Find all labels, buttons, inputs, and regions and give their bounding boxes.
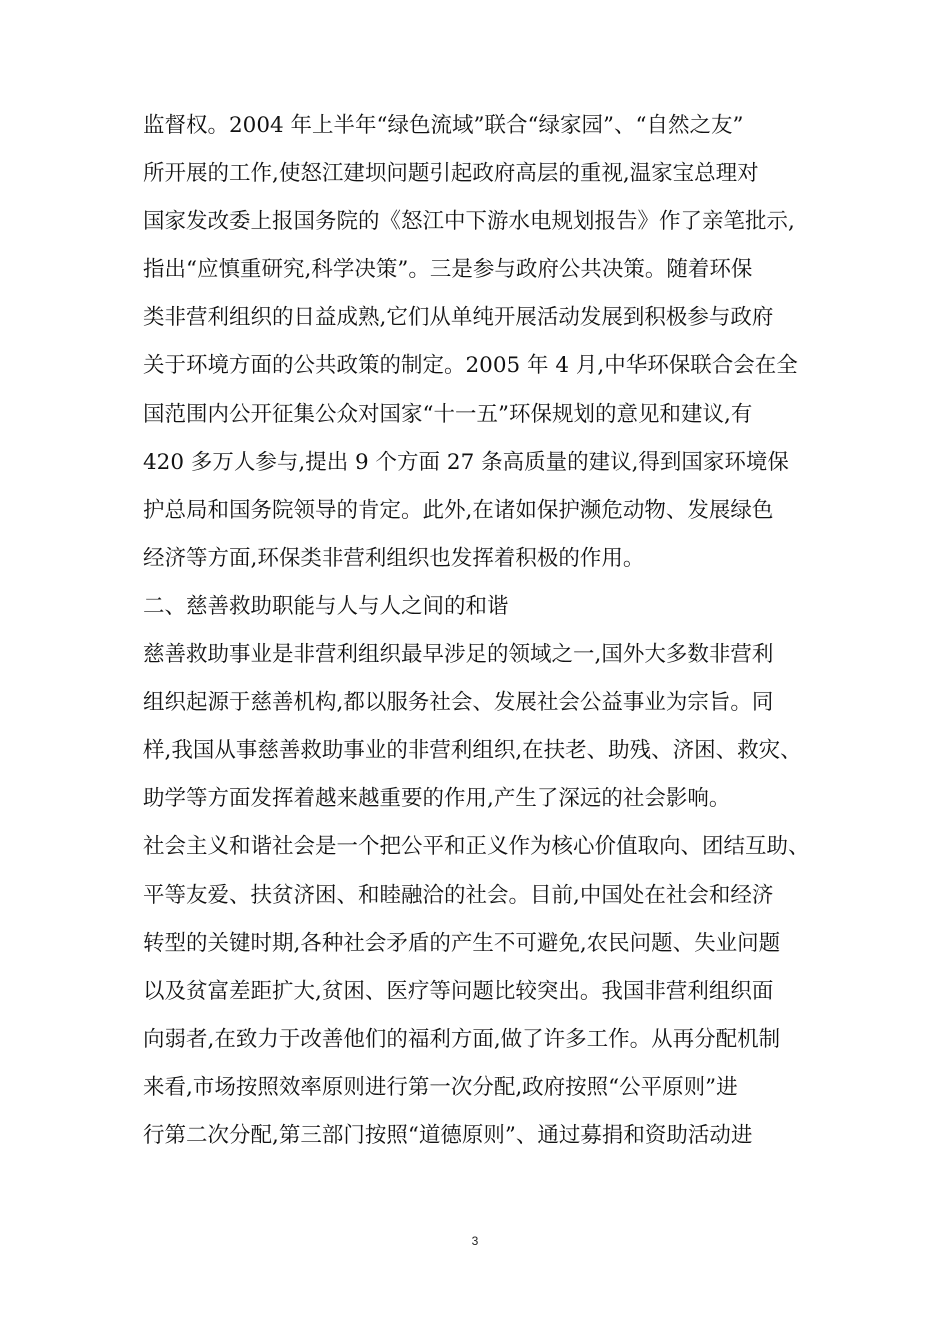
- text-line: 社会主义和谐社会是一个把公平和正义作为核心价值取向、团结互助、: [143, 834, 810, 860]
- text-line: 指出“应慎重研究,科学决策”。三是参与政府公共决策。随着环保: [143, 257, 753, 283]
- body-text: [143, 102, 833, 1160]
- text-line: 行第二次分配,第三部门按照“道德原则”、通过募捐和资助活动进: [143, 1122, 753, 1148]
- page-number: 3: [471, 1234, 479, 1248]
- text-line: 护总局和国务院领导的肯定。此外,在诸如保护濒危动物、发展绿色: [143, 497, 774, 523]
- text-line: 所开展的工作,使怒江建坝问题引起政府高层的重视,温家宝总理对: [143, 161, 759, 187]
- text-line: 420 多万人参与,提出 9 个方面 27 条高质量的建议,得到国家环境保: [143, 449, 789, 475]
- text-line: 关于环境方面的公共政策的制定。2005 年 4 月,中华环保联合会在全: [143, 353, 798, 379]
- text-line: 国家发改委上报国务院的《怒江中下游水电规划报告》作了亲笔批示,: [143, 209, 795, 235]
- text-line: 向弱者,在致力于改善他们的福利方面,做了许多工作。从再分配机制: [143, 1026, 781, 1052]
- text-line: 组织起源于慈善机构,都以服务社会、发展社会公益事业为宗旨。同: [143, 690, 774, 716]
- text-line: 来看,市场按照效率原则进行第一次分配,政府按照“公平原则”进: [143, 1074, 738, 1100]
- text-line: 经济等方面,环保类非营利组织也发挥着积极的作用。: [143, 545, 645, 571]
- text-line: 类非营利组织的日益成熟,它们从单纯开展活动发展到积极参与政府: [143, 305, 774, 331]
- text-line: 慈善救助事业是非营利组织最早涉足的领域之一,国外大多数非营利: [143, 642, 774, 668]
- text-line: 国范围内公开征集公众对国家“十一五”环保规划的意见和建议,有: [143, 401, 753, 427]
- text-line: 助学等方面发挥着越来越重要的作用,产生了深远的社会影响。: [143, 786, 731, 812]
- text-line: 监督权。2004 年上半年“绿色流域”联合“绿家园”、“自然之友”: [143, 113, 744, 138]
- text-line: 转型的关键时期,各种社会矛盾的产生不可避免,农民问题、失业问题: [143, 930, 781, 956]
- text-line: 样,我国从事慈善救助事业的非营利组织,在扶老、助残、济困、救灾、: [143, 738, 802, 764]
- section-heading: 二、慈善救助职能与人与人之间的和谐: [143, 593, 509, 619]
- text-line: 平等友爱、扶贫济困、和睦融洽的社会。目前,中国处在社会和经济: [143, 882, 774, 908]
- text-line: 以及贫富差距扩大,贫困、医疗等问题比较突出。我国非营利组织面: [143, 978, 774, 1004]
